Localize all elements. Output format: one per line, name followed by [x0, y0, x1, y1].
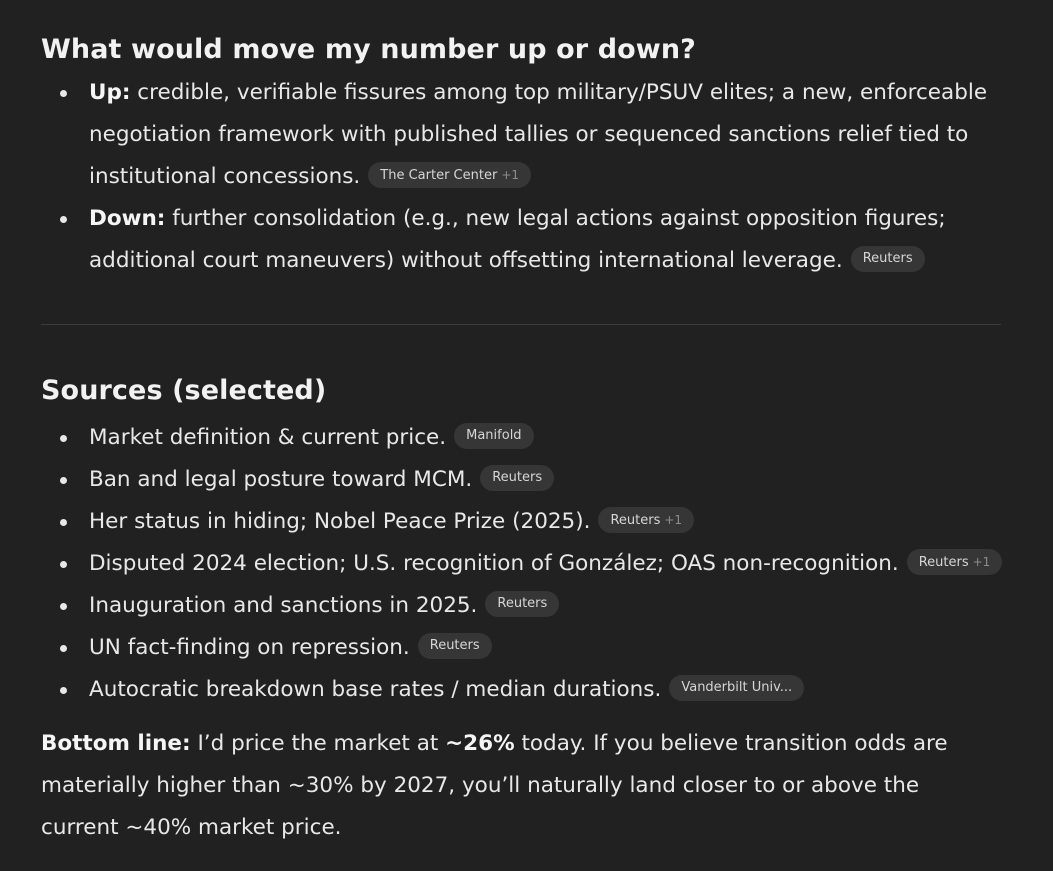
list-item — [89, 669, 1001, 711]
list-item — [89, 585, 1001, 627]
bottom-line-paragraph — [41, 723, 1001, 849]
section-divider — [41, 324, 1001, 325]
source-pill-label: Reuters — [492, 470, 543, 485]
source-item-text: Autocratic breakdown base rates / median durations. — [89, 677, 662, 702]
source-pill-reuters[interactable] — [907, 549, 1003, 575]
source-pill-count: +1 — [501, 168, 520, 182]
source-item-text: Disputed 2024 election; U.S. recognition of González; OAS non-recognition. — [89, 551, 899, 576]
source-pill-label: Reuters — [497, 596, 548, 611]
down-text: further consolidation (e.g., new legal actions against opposition figures; additional court maneuvers) without offsetting international leverage. — [89, 206, 946, 273]
source-pill-label: Reuters — [610, 513, 661, 528]
bottom-line-label: Bottom line: — [41, 731, 191, 756]
list-item — [89, 459, 1001, 501]
source-pill-carter-center[interactable] — [368, 162, 531, 188]
list-item — [89, 501, 1001, 543]
sources-list — [41, 417, 1001, 711]
list-item — [89, 543, 1001, 585]
source-pill-count: +1 — [664, 513, 683, 527]
source-item-text: Her status in hiding; Nobel Peace Prize (2025). — [89, 509, 591, 534]
source-pill-label: Reuters — [918, 555, 969, 570]
source-item-text: Inauguration and sanctions in 2025. — [89, 593, 478, 618]
source-pill-reuters[interactable] — [851, 246, 925, 272]
source-item-text: Ban and legal posture toward MCM. — [89, 467, 473, 492]
bottom-line-text-1: I’d price the market at — [190, 731, 446, 756]
source-pill-reuters[interactable] — [485, 591, 559, 617]
source-pill-label: The Carter Center — [380, 168, 498, 183]
source-pill-count: +1 — [972, 555, 991, 569]
source-pill-vanderbilt[interactable] — [669, 675, 804, 701]
list-item — [89, 627, 1001, 669]
response-content — [41, 28, 1001, 871]
up-label: Up: — [89, 80, 131, 105]
move-number-heading: What would move my number up or down? — [41, 34, 696, 65]
source-item-text: Market definition & current price. — [89, 425, 447, 450]
source-pill-label: Manifold — [466, 428, 522, 443]
sources-heading: Sources (selected) — [41, 375, 327, 406]
source-pill-manifold[interactable] — [454, 423, 533, 449]
source-pill-label: Reuters — [862, 251, 913, 266]
source-pill-reuters[interactable] — [598, 507, 694, 533]
up-text: credible, verifiable fissures among top military/PSUV elites; a new, enforceable negotiation framework with published tallies or sequenced sanctions relief tied to institutional concessions. — [89, 80, 988, 189]
move-number-list — [41, 72, 1001, 282]
source-pill-label: Reuters — [429, 638, 480, 653]
source-pill-label: Vanderbilt Univ... — [681, 680, 793, 695]
bottom-line-price: ~26% — [445, 731, 515, 756]
source-pill-reuters[interactable] — [480, 465, 554, 491]
down-label: Down: — [89, 206, 166, 231]
bottom-line-text-2: today. If you believe transition odds are materially higher than ~30% by 2027, you’ll naturally land closer to or above the current ~40% market price. — [41, 731, 948, 840]
source-item-text: UN fact-finding on repression. — [89, 635, 410, 660]
source-pill-reuters[interactable] — [418, 633, 492, 659]
list-item-up — [89, 72, 1001, 198]
list-item-down — [89, 198, 1001, 282]
list-item — [89, 417, 1001, 459]
